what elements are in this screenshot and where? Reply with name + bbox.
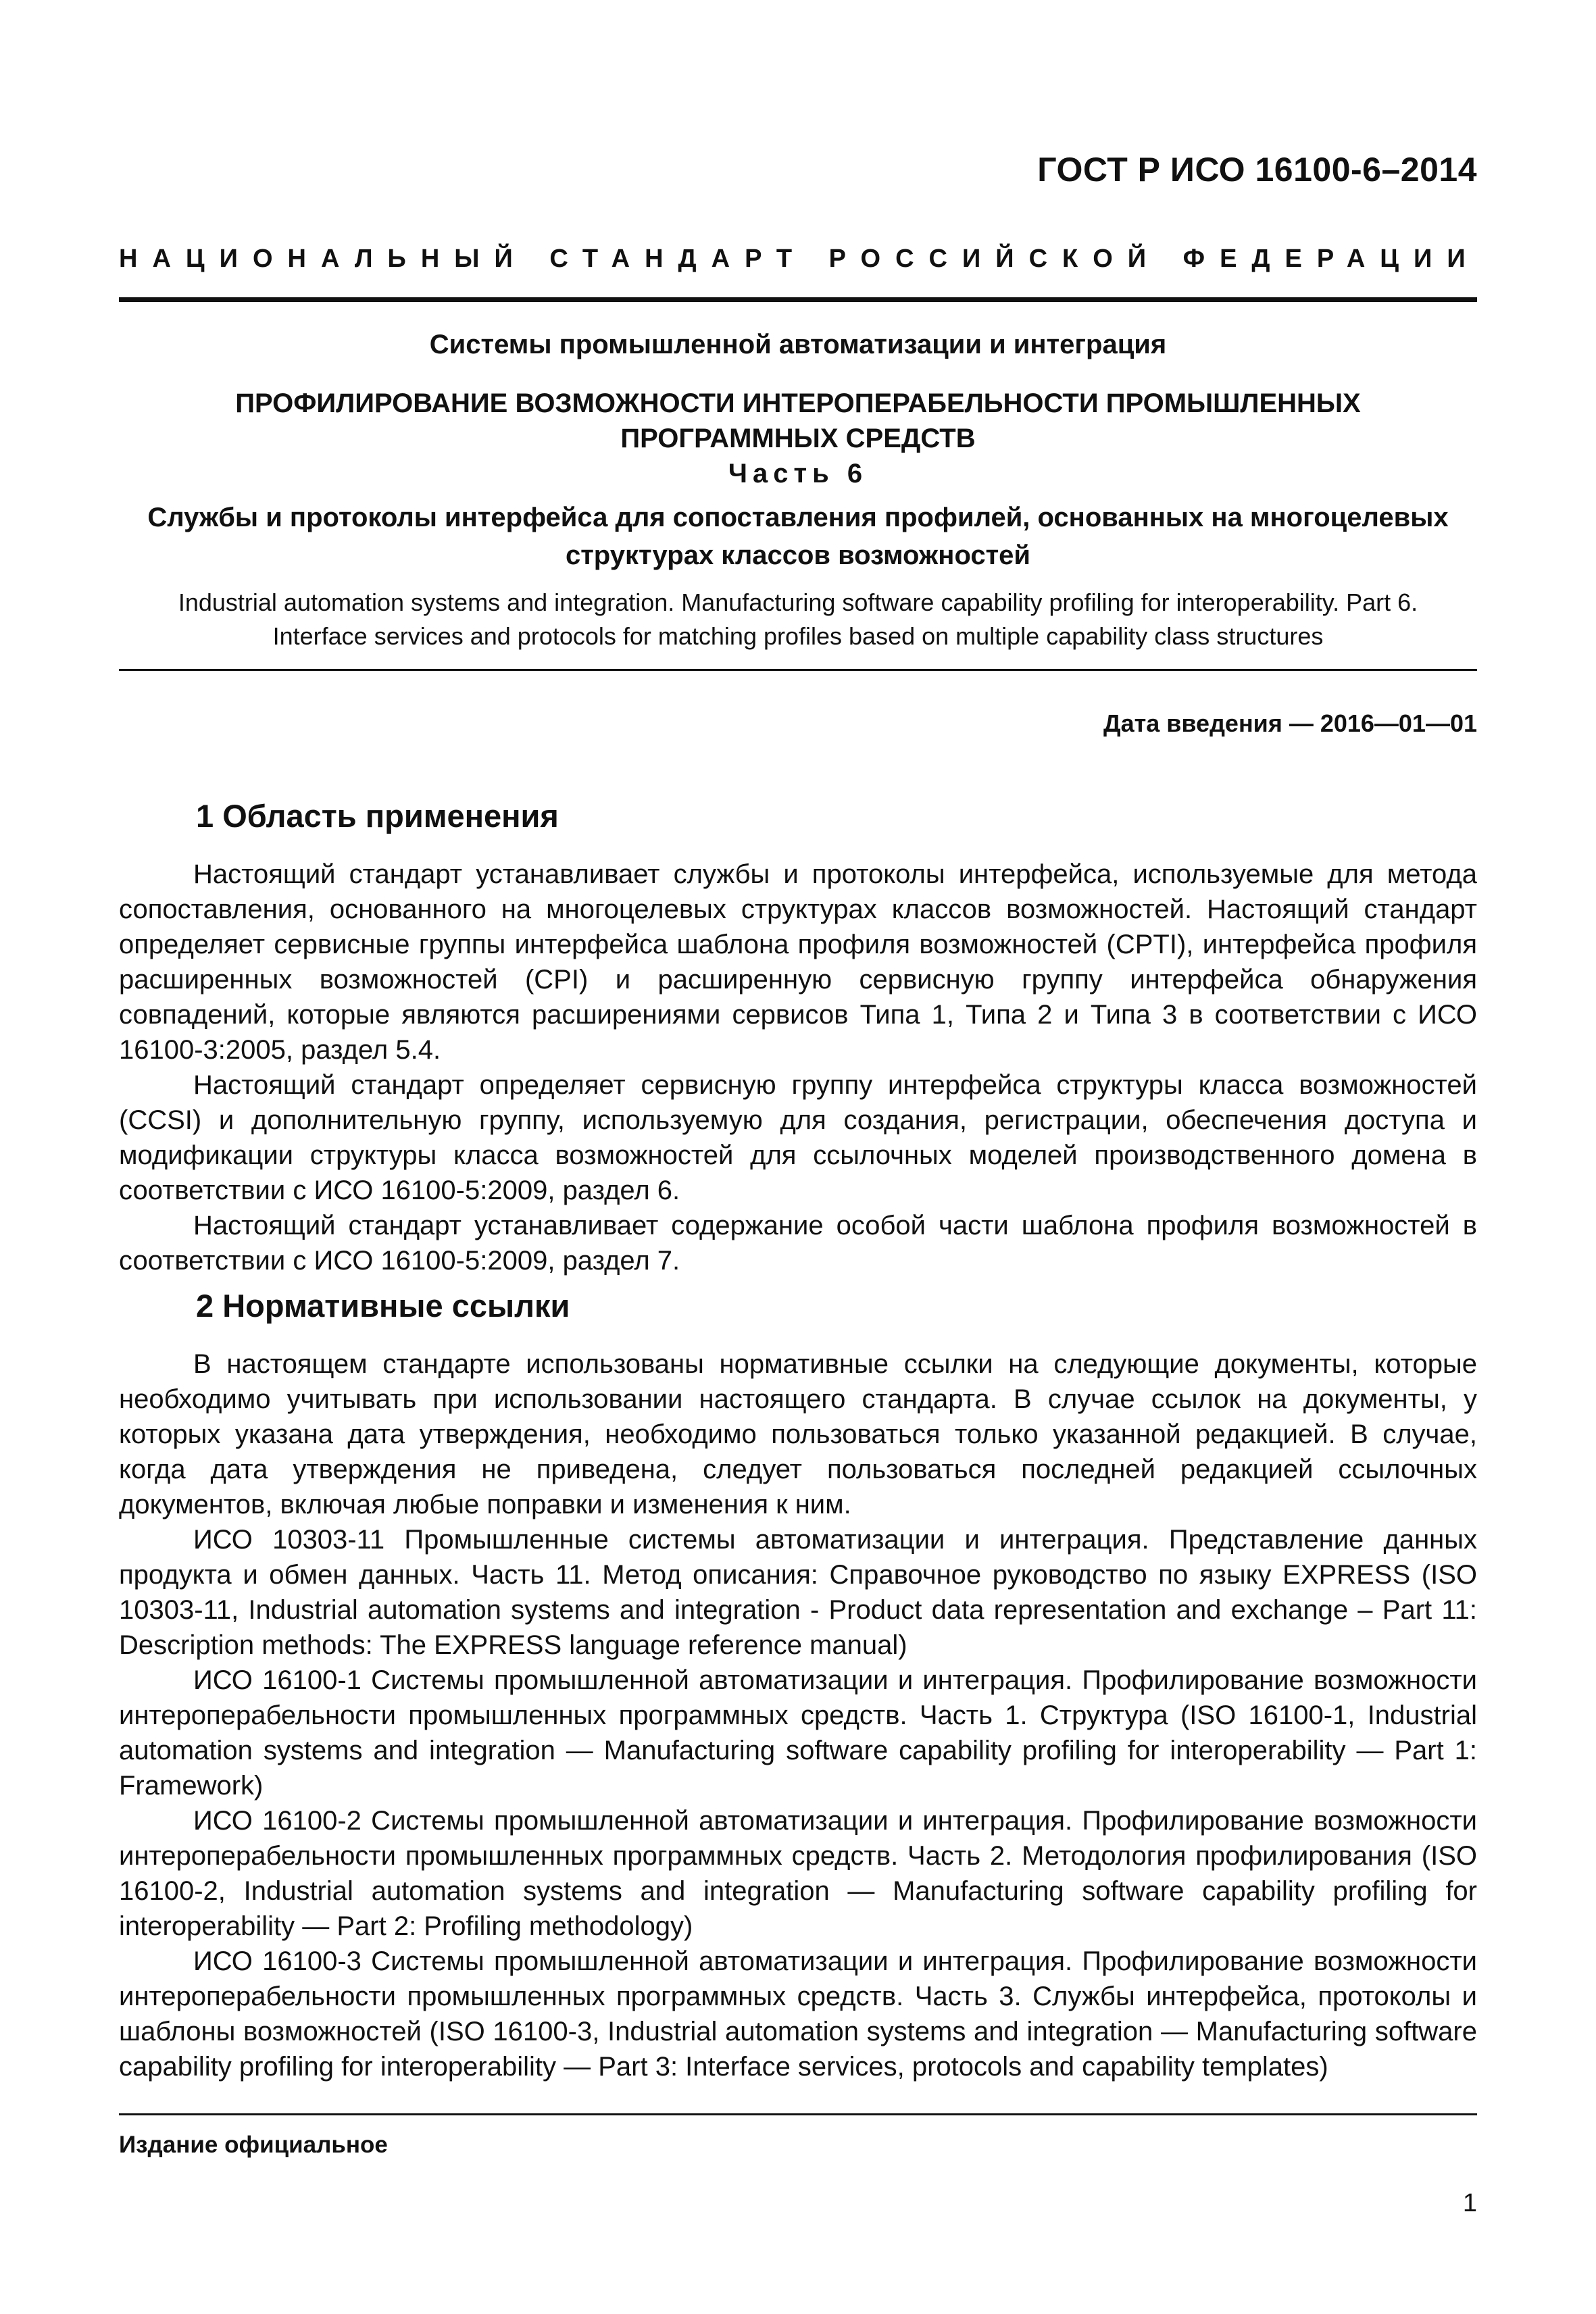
part-title-line-2: структурах классов возможностей <box>565 540 1031 570</box>
part-label: Часть 6 <box>728 459 868 488</box>
section-2-body <box>119 1347 1477 2084</box>
section-2-heading: 2 Нормативные ссылки <box>196 1288 570 1324</box>
reference-item: ИСО 16100-2 Системы промышленной автоматизации и интеграция. Профилирование возможности интероперабельности промышленных программных средств. Часть 2. Методология профилирования (ISO 16100-2, Industrial automation systems and integration — Manufacturing software capability profiling for interoperability — Part 2: Profiling methodology) <box>119 1806 1477 1941</box>
series-title: Системы промышленной автоматизации и интеграция <box>429 330 1167 359</box>
page-number: 1 <box>1462 2189 1477 2217</box>
reference-item: ИСО 16100-1 Системы промышленной автоматизации и интеграция. Профилирование возможности интероперабельности промышленных программных средств. Часть 1. Структура (ISO 16100-1, Industrial automation systems and integration — Manufacturing software capability profiling for interoperability — Part 1: Framework) <box>119 1665 1477 1801</box>
document-number: ГОСТ Р ИСО 16100-6–2014 <box>1037 151 1477 188</box>
introduction-date: Дата введения — 2016—01—01 <box>1103 709 1477 737</box>
national-standard-banner: НАЦИОНАЛЬНЫЙ СТАНДАРТ РОССИЙСКОЙ ФЕДЕРАЦИИ <box>119 245 1480 273</box>
official-edition-label: Издание официальное <box>119 2132 388 2158</box>
main-title-line-2: ПРОГРАММНЫХ СРЕДСТВ <box>620 424 976 453</box>
footer-rule <box>119 2113 1477 2115</box>
english-title-line-2: Interface services and protocols for matching profiles based on multiple capability class structures <box>272 622 1324 650</box>
reference-item: ИСО 16100-3 Системы промышленной автоматизации и интеграция. Профилирование возможности интероперабельности промышленных программных средств. Часть 3. Службы интерфейса, протоколы и шаблоны возможностей (ISO 16100-3, Industrial automation systems and integration — Manufacturing software capability profiling for interoperability — Part 3: Interface services, protocols and capability templates) <box>119 1946 1477 2082</box>
part-title <box>119 499 1477 574</box>
reference-item: ИСО 10303-11 Промышленные системы автоматизации и интеграция. Представление данных продукта и обмен данных. Часть 11. Метод описания: Справочное руководство по языку EXPRESS (ISO 10303-11, Industrial automation systems and integration - Product data representation and exchange – Part 11: Description methods: The EXPRESS language reference manual) <box>119 1525 1477 1660</box>
header-rule <box>119 297 1477 302</box>
section-1-heading: 1 Область применения <box>196 798 559 834</box>
english-title <box>119 586 1477 653</box>
paragraph: Настоящий стандарт определяет сервисную группу интерфейса структуры класса возможностей (CCSI) и дополнительную группу, используемую для создания, регистрации, обеспечения доступа и модификации структуры класса возможностей для ссылочных моделей производственного домена в соответствии с ИСО 16100-5:2009, раздел 6. <box>119 1070 1477 1205</box>
main-title-line-1: ПРОФИЛИРОВАНИЕ ВОЗМОЖНОСТИ ИНТЕРОПЕРАБЕЛЬНОСТИ ПРОМЫШЛЕННЫХ <box>235 388 1361 418</box>
paragraph: Настоящий стандарт устанавливает содержание особой части шаблона профиля возможностей в соответствии с ИСО 16100-5:2009, раздел 7. <box>119 1211 1477 1276</box>
section-1-body <box>119 857 1477 1278</box>
title-rule <box>119 669 1477 671</box>
paragraph: В настоящем стандарте использованы нормативные ссылки на следующие документы, которые необходимо учитывать при использовании настоящего стандарта. В случае ссылок на документы, у которых указана дата утверждения, необходимо пользоваться только указанной редакцией. В случае, когда дата утверждения не приведена, следует пользоваться последней редакцией ссылочных документов, включая любые поправки и изменения к ним. <box>119 1349 1477 1519</box>
main-title <box>119 386 1477 456</box>
part-title-line-1: Службы и протоколы интерфейса для сопоставления профилей, основанных на многоцелевых <box>147 503 1449 532</box>
english-title-line-1: Industrial automation systems and integration. Manufacturing software capability profiling for interoperability. Part 6. <box>178 588 1418 616</box>
paragraph: Настоящий стандарт устанавливает службы и протоколы интерфейса, используемые для метода сопоставления, основанного на многоцелевых структурах классов возможностей. Настоящий стандарт определяет сервисные группы интерфейса шаблона профиля возможностей (CPTI), интерфейса профиля расширенных возможностей (CPI) и расширенную сервисную группу интерфейса обнаружения совпадений, которые являются расширениями сервисов Типа 1, Типа 2 и Типа 3 в соответствии с ИСО 16100-3:2005, раздел 5.4. <box>119 859 1477 1065</box>
